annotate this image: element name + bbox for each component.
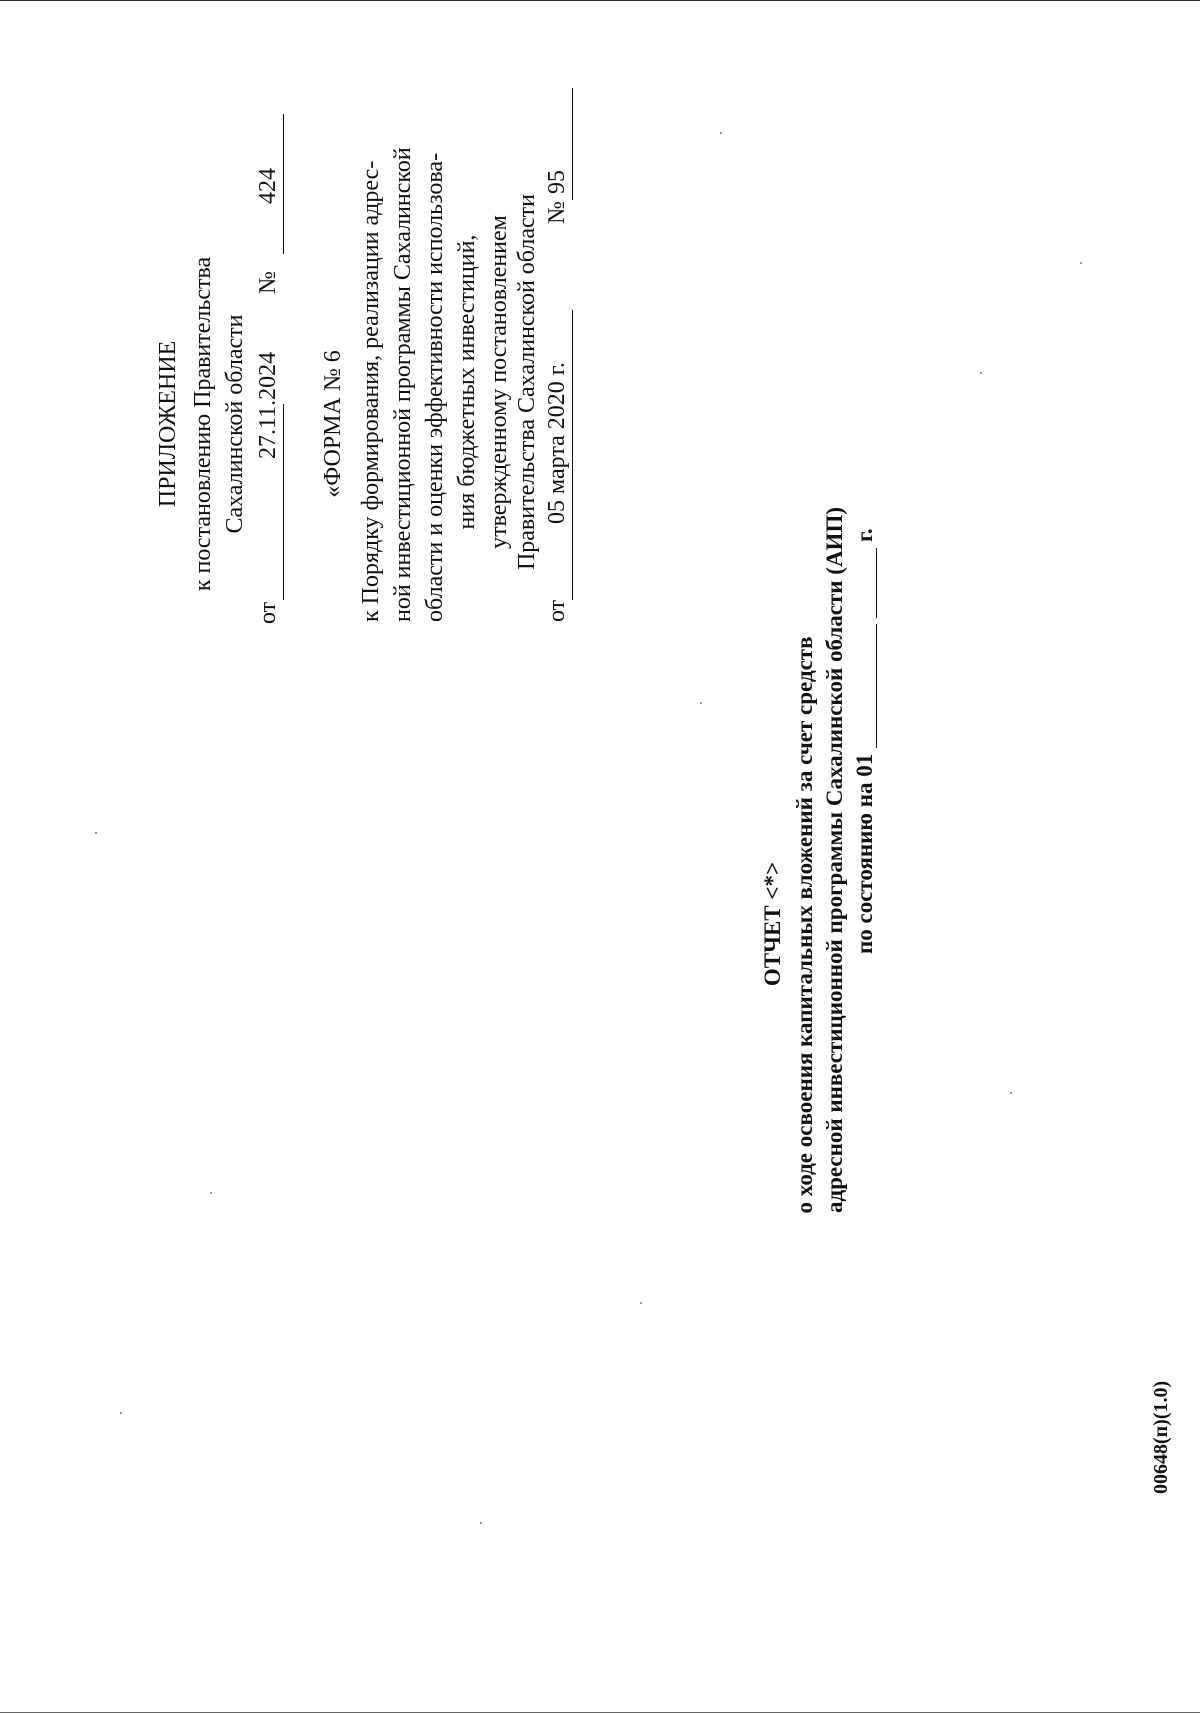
scan-speck: [1080, 262, 1082, 264]
appendix-number-sign: №: [255, 271, 281, 294]
form-title: «ФОРМА № 6: [320, 350, 346, 498]
appendix-date: 27.11.2024: [255, 351, 281, 459]
appendix-line-2: Сахалинской области: [222, 314, 248, 534]
scan-speck: [120, 1412, 122, 1414]
form-date: 05 марта 2020 г.: [544, 362, 570, 524]
report-line-1: о ходе освоения капитальных вложений за счет средств: [792, 636, 817, 1214]
document-code: 00648(п)(1.0): [1150, 1380, 1172, 1494]
scan-speck: [480, 1522, 482, 1524]
scan-speck: [640, 1302, 642, 1304]
scan-speck: [210, 1192, 212, 1194]
report-date-day-month-underline: [876, 624, 877, 748]
form-line-4: ния бюджетных инвестиций,: [454, 234, 480, 530]
form-number-sign: №: [544, 201, 570, 224]
scan-speck: [95, 832, 97, 834]
scan-speck: [700, 702, 702, 704]
scan-speck: [980, 372, 982, 374]
form-date-underline: [572, 310, 573, 600]
appendix-number-underline: [283, 114, 284, 254]
scan-speck: [1010, 1092, 1012, 1094]
appendix-from-label: от: [255, 601, 281, 624]
form-from-label: от: [544, 599, 570, 622]
scan-speck: [720, 132, 722, 134]
report-date-year-underline: [876, 548, 877, 618]
report-line-3-suffix: г.: [852, 528, 877, 542]
appendix-line-1: к постановлению Правительства: [190, 256, 216, 592]
report-line-3-prefix: по состоянию на 01: [852, 753, 877, 954]
form-line-2: ной инвестиционной программы Сахалинской: [390, 147, 416, 622]
form-line-6: Правительства Сахалинской области: [514, 193, 540, 571]
appendix-title: ПРИЛОЖЕНИЕ: [155, 340, 181, 508]
form-line-5: утвержденному постановлением: [486, 215, 512, 549]
form-number-underline: [572, 88, 573, 200]
report-title: ОТЧЕТ <*>: [760, 861, 785, 987]
appendix-date-underline: [283, 404, 284, 600]
form-line-1: к Порядку формирования, реализации адрес-: [358, 160, 384, 622]
form-line-3: области и оценки эффективности использова-: [422, 152, 448, 622]
appendix-number: 424: [255, 168, 281, 204]
report-line-2: адресной инвестиционной программы Сахалинской области (АИП): [822, 507, 847, 1214]
form-number: 95: [544, 170, 570, 194]
